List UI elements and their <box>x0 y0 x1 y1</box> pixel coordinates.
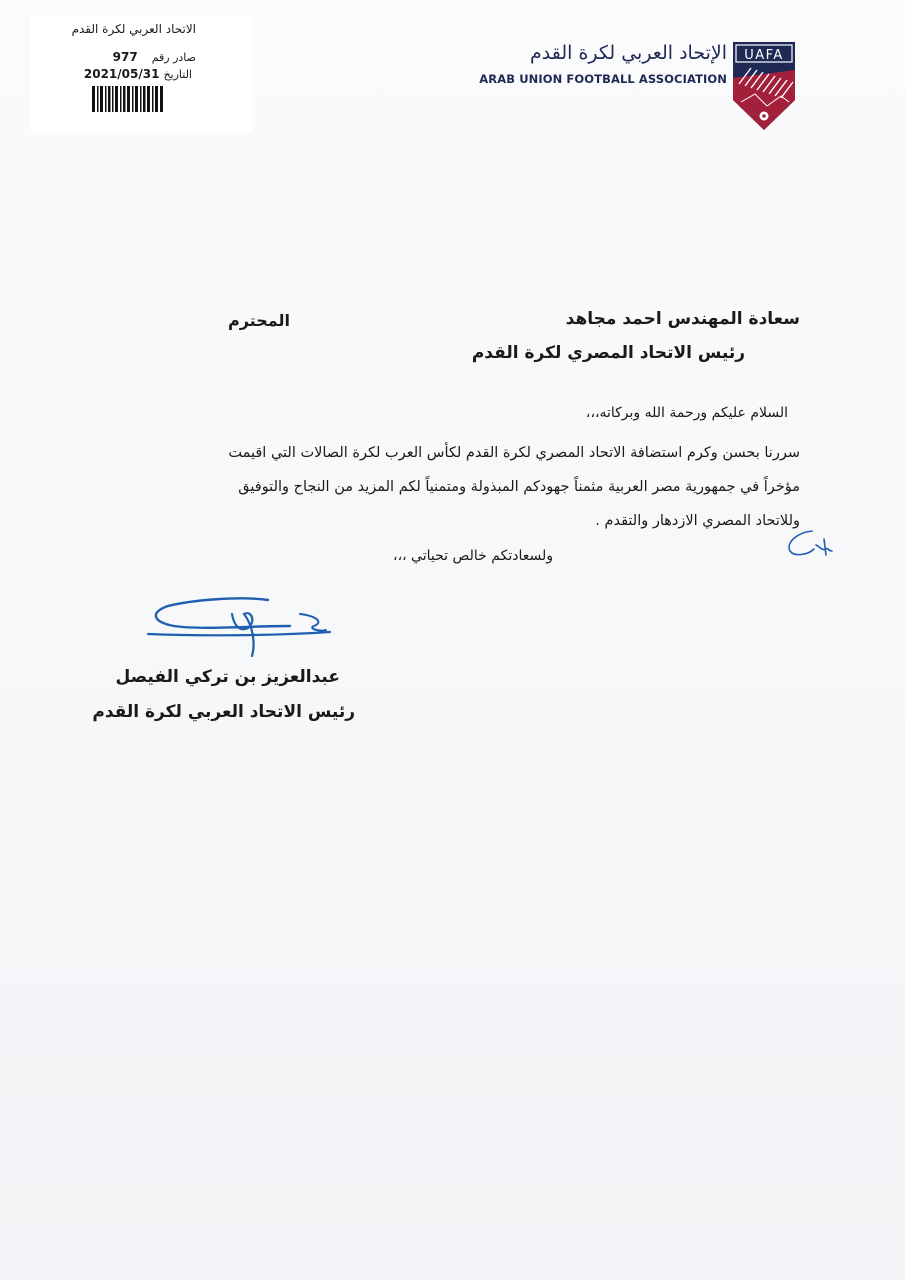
stamp-date-row <box>84 67 192 81</box>
initials-scribble-icon <box>782 525 842 565</box>
addressee-title: رئيس الاتحاد المصري لكرة القدم <box>471 343 745 363</box>
org-name-english: ARAB UNION FOOTBALL ASSOCIATION <box>479 72 727 86</box>
org-name-arabic: الإتحاد العربي لكرة القدم <box>529 42 727 64</box>
addressee-honorific: المحترم <box>228 311 290 330</box>
stamp-date-label: التاريخ <box>163 68 192 81</box>
closing-line: ولسعادتكم خالص تحياتي ،،، <box>393 548 553 564</box>
stamp-issued-label: صادر رقم <box>151 51 196 64</box>
handwritten-signature-icon <box>140 592 340 662</box>
letter-body <box>100 436 800 538</box>
body-line-2: مؤخراً في جمهورية مصر العربية مثمناً جهودكم المبذولة ومتمنياً لكم المزيد من النجاح والتوفيق <box>238 479 800 495</box>
stamp-date: 2021/05/31 <box>83 67 160 81</box>
uafa-logo-icon <box>731 40 797 132</box>
outgoing-stamp <box>30 16 252 132</box>
badge-text: UAFA <box>744 48 784 63</box>
barcode-icon <box>92 86 164 112</box>
signatory-name: عبدالعزيز بن تركي الفيصل <box>115 667 340 687</box>
greeting: السلام عليكم ورحمة الله وبركاته،،، <box>585 405 788 421</box>
stamp-number-row <box>113 50 196 64</box>
stamp-number: 977 <box>112 50 138 64</box>
body-line-3: وللاتحاد المصري الازدهار والتقدم . <box>595 513 800 529</box>
stamp-org: الاتحاد العربي لكرة القدم <box>71 22 196 36</box>
body-line-1: سررنا بحسن وكرم استضافة الاتحاد المصري لكرة القدم لكأس العرب لكرة الصالات التي اقيمت <box>228 445 800 461</box>
addressee-name: سعادة المهندس احمد مجاهد <box>565 309 800 329</box>
signatory-title: رئيس الاتحاد العربي لكرة القدم <box>92 702 355 722</box>
